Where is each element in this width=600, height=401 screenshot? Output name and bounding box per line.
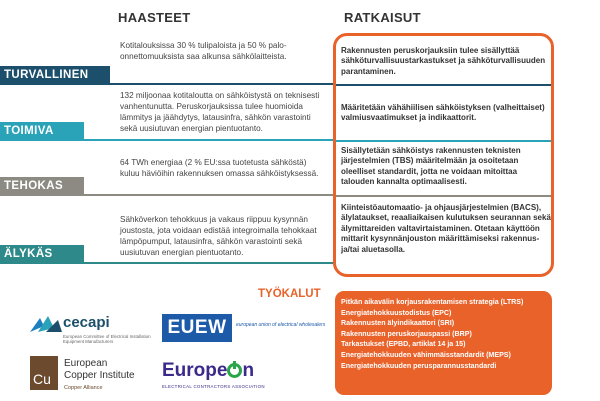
- eci-line1: European: [64, 358, 108, 369]
- eci-logo: [30, 356, 180, 396]
- challenges-header: HAASTEET: [118, 10, 191, 25]
- solution-sep-3: [336, 195, 551, 197]
- tag-safe: TURVALLINEN: [0, 66, 110, 84]
- europeon-name-a: Europe: [162, 360, 228, 381]
- cecapi-mark-icon: [30, 314, 62, 334]
- solution-safe: Rakennusten peruskorjauksiin tulee sisällyttää sähköturvallisuustarkastukset ja sähköturvallisuuden parantaminen.: [341, 46, 546, 76]
- solution-smart: Kiinteistöautomaatio- ja ohjausjärjestelmien (BACS), älylataukset, reaaliaikaisen kulutuksen seurannan sekä älymittareiden valtavirtaistaminen. Otetaan käyttöön mittarit kysynnänjouston määrittämiseksi rakennus- ja/tai aluetasolla.: [341, 203, 551, 254]
- challenge-desc-safe: Kotitalouksissa 30 % tulipaloista ja 50 % palo-onnettomuuksista saa alkunsa sähkölaitteista.: [120, 41, 287, 61]
- europeon-name-b: n: [242, 360, 255, 381]
- tools-box: [335, 291, 552, 395]
- power-icon: [227, 363, 242, 378]
- euew-sub: european union of electrical wholesalers: [236, 322, 326, 328]
- tool-item: Rakennusten älyindikaattori (SRI): [341, 319, 455, 328]
- cecapi-sub: European Committee of Electrical Installation Equipment Manufacturers: [63, 334, 151, 345]
- euew-name: EUEW: [162, 314, 232, 342]
- euew-logo: [162, 314, 332, 344]
- europeon-logo: [162, 360, 332, 396]
- europeon-name: [162, 360, 254, 382]
- challenge-desc-smart: Sähköverkon tehokkuus ja vakaus riippuu kysynnän joustosta, jota voidaan edistää integroimalla tehokkaat lämpöpumput, latausinfra, sähkön varastointi sekä uusiutuvan energian pientuotanto.: [120, 215, 317, 257]
- tag-efficient: TEHOKAS: [0, 177, 84, 195]
- solution-efficient: Sisällytetään sähköistys rakennusten teknisten järjestelmien (TBS) määritelmään ja osoitetaan oleelliset standardit, jotta ne voidaan mitoittaa talouden kannalta optimaalisesti.: [341, 146, 521, 187]
- solutions-header: RATKAISUT: [344, 10, 421, 25]
- row-line-functional: [0, 139, 336, 141]
- cecapi-name: cecapi: [63, 314, 110, 331]
- row-line-safe: [0, 83, 336, 85]
- row-line-efficient: [0, 194, 336, 196]
- tool-item: Pitkän aikavälin korjausrakentamisen strategia (LTRS): [341, 298, 524, 306]
- eci-line2: Copper Institute: [64, 370, 135, 381]
- tool-item: Tarkastukset (EPBD, artiklat 14 ja 15): [341, 340, 466, 349]
- eci-mark: Cu: [30, 356, 58, 390]
- tool-item: Rakennusten peruskorjauspassi (BRP): [341, 329, 472, 338]
- tools-label: TYÖKALUT: [258, 288, 321, 300]
- row-line-smart: [0, 262, 336, 264]
- tag-functional: TOIMIVA: [0, 122, 84, 140]
- tool-item: Energiatehokkuuden perusparannusstandardi: [341, 361, 497, 370]
- eci-sub: Copper Alliance: [64, 385, 103, 391]
- challenge-desc-functional: 132 miljoonaa kotitaloutta on sähköistystä on teknisesti vanhentunutta. Peruskorjauksissa tulee huomioida lämmitys ja jäähdytys, latausinfra, sähkön varastointi sekä uusiutuvan energian pientuotanto.: [120, 91, 320, 133]
- solution-sep-1: [336, 84, 551, 86]
- challenge-desc-efficient: 64 TWh energiaa (2 % EU:ssa tuotetusta sähköstä) kuluu häviöihin rakennuksen omassa sähköistyksessä.: [120, 158, 319, 178]
- europeon-sub: ELECTRICAL CONTRACTORS ASSOCIATION: [162, 384, 265, 389]
- solution-functional: Määritetään vähähiilisen sähköistyksen (valheittaiset) valmiusvaatimukset ja indikaattorit.: [341, 103, 545, 123]
- tool-item: Energiatehokkuustodistus (EPC): [341, 308, 452, 317]
- solution-sep-2: [336, 140, 551, 142]
- tool-item: Energiatehokkuuden vähimmäisstandardit (MEPS): [341, 350, 511, 359]
- tag-smart: ÄLYKÄS: [0, 245, 84, 263]
